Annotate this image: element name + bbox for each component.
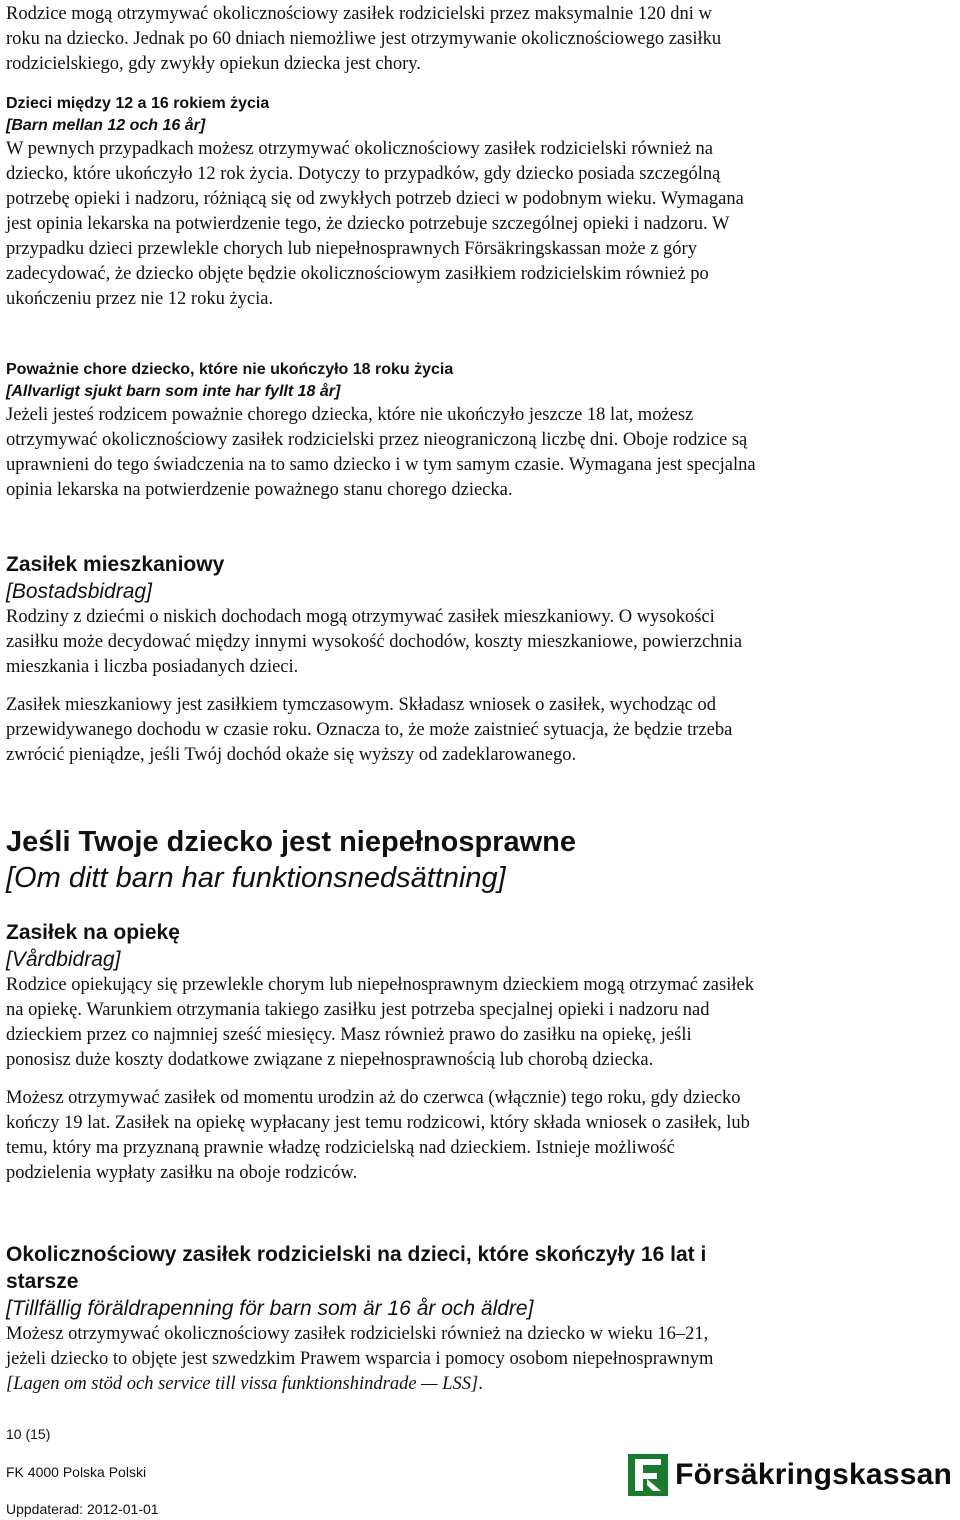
section-subheading: [Allvarligt sjukt barn som inte har fyllt 18 år] bbox=[6, 383, 341, 400]
section-disabled-child bbox=[6, 824, 954, 896]
section-subheading: [Bostadsbidrag] bbox=[6, 580, 152, 603]
section-paragraph bbox=[6, 1322, 746, 1397]
section-heading: Zasiłek mieszkaniowy bbox=[6, 553, 225, 576]
section-subheading: [Barn mellan 12 och 16 år] bbox=[6, 117, 206, 134]
section-housing-allowance bbox=[6, 551, 954, 768]
chapter-heading: Jeśli Twoje dziecko jest niepełnosprawne bbox=[6, 826, 576, 858]
paragraph-text: Możesz otrzymywać okolicznościowy zasiłek rodzicielski również na dziecko w wieku 16–21, jeżeli dziecko to objęte jest szwedzkim Prawem wsparcia i pomocy osobom niepełnosprawnym bbox=[6, 1324, 714, 1369]
section-heading: Dzieci między 12 a 16 rokiem życia bbox=[6, 95, 270, 112]
section-children-16-plus bbox=[6, 1241, 954, 1397]
form-code: FK 4000 Polska Polski bbox=[6, 1464, 147, 1480]
section-heading: Zasiłek na opiekę bbox=[6, 921, 180, 944]
intro-paragraph: Rodzice mogą otrzymywać okolicznościowy zasiłek rodzicielski przez maksymalnie 120 dni w roku na dziecko. Jednak po 60 dniach niemożliwe jest otrzymywanie okolicznościowego zasiłku rodzicielskiego, gdy zwykły opiekun dziecka jest chory. bbox=[6, 4, 722, 74]
law-name: [Lagen om stöd och service till vissa funktionshindrade — LSS] bbox=[6, 1374, 479, 1394]
section-paragraph: W pewnych przypadkach możesz otrzymywać okolicznościowy zasiłek rodzicielski również na dziecko, które ukończyło 12 rok życia. Dotyczy to przypadków, gdy dziecko posiada szczególną potrzebę opieki i nadzoru, różniącą się od zwykłych potrzeb dzieci w podobnym wieku. Wymagana jest opinia lekarska na potwierdzenie tego, że dziecko potrzebuje szczególnej opieki i nadzoru. W przypadku dzieci przewlekle chorych lub niepełnosprawnych Försäkringskassan może z góry zadecydować, że dziecko objęte będzie okolicznościowym zasiłkiem rodzicielskim również po ukończeniu przez nie 12 roku życia. bbox=[6, 139, 744, 309]
section-heading: Poważnie chore dziecko, które nie ukończyło 18 roku życia bbox=[6, 361, 454, 378]
section-subheading: [Tillfällig föräldrapenning för barn som är 16 år och äldre] bbox=[6, 1297, 534, 1320]
updated-date: Uppdaterad: 2012-01-01 bbox=[6, 1501, 159, 1517]
section-seriously-ill-child bbox=[6, 359, 954, 503]
section-paragraph: Jeżeli jesteś rodzicem poważnie chorego dziecka, które nie ukończyło jeszcze 18 lat, możesz otrzymywać okolicznościowy zasiłek rodzicielski przez nieograniczoną liczbę dni. Oboje rodzice są uprawnieni do tego świadczenia na to samo dziecko i w tym samym czasie. Wymagana jest specjalna opinia lekarska na potwierdzenie poważnego stanu chorego dziecka. bbox=[6, 405, 756, 500]
logo-text: Försäkringskassan bbox=[675, 1458, 952, 1491]
section-subheading: [Vårdbidrag] bbox=[6, 948, 121, 971]
forsakringskassan-logo-icon bbox=[627, 1453, 669, 1497]
section-children-12-16 bbox=[6, 93, 954, 312]
section-paragraph: Rodzice opiekujący się przewlekle chorym lub niepełnosprawnym dzieckiem mogą otrzymać zasiłek na opiekę. Warunkiem otrzymania takiego zasiłku jest potrzeba specjalnej opieki i nadzoru nad dzieckiem przez co najmniej sześć miesięcy. Masz również prawo do zasiłku na opiekę, jeśli ponosisz duże koszty dodatkowe związane z niepełnosprawnością lub chorobą dziecka. bbox=[6, 975, 754, 1070]
section-care-allowance bbox=[6, 919, 954, 1186]
section-heading: Okolicznościowy zasiłek rodzicielski na dzieci, które skończyły 16 lat i starsze bbox=[6, 1243, 707, 1293]
forsakringskassan-logo bbox=[627, 1453, 952, 1497]
paragraph-end: . bbox=[478, 1374, 483, 1394]
section-paragraph: Zasiłek mieszkaniowy jest zasiłkiem tymczasowym. Składasz wniosek o zasiłek, wychodząc od przewidywanego dochodu w czasie roku. Oznacza to, że może zaistnieć sytuacja, że będzie trzeba zwrócić pieniądze, jeśli Twój dochód okaże się wyższy od zadeklarowanego. bbox=[6, 695, 733, 765]
section-paragraph: Rodziny z dziećmi o niskich dochodach mogą otrzymywać zasiłek mieszkaniowy. O wysokości zasiłku może decydować między innymi wysokość dochodów, koszty mieszkaniowe, powierzchnia mieszkania i liczba posiadanych dzieci. bbox=[6, 607, 743, 677]
page-number: 10 (15) bbox=[6, 1426, 51, 1442]
section-paragraph: Możesz otrzymywać zasiłek od momentu urodzin aż do czerwca (włącznie) tego roku, gdy dziecko kończy 19 lat. Zasiłek na opiekę wypłacany jest temu rodzicowi, który składa wniosek o zasiłek, lub temu, który ma przyznaną prawnie władzę rodzicielską nad dzieckiem. Istnieje możliwość podzielenia wypłaty zasiłku na oboje rodziców. bbox=[6, 1088, 750, 1183]
chapter-subheading: [Om ditt barn har funktionsnedsättning] bbox=[6, 862, 506, 894]
